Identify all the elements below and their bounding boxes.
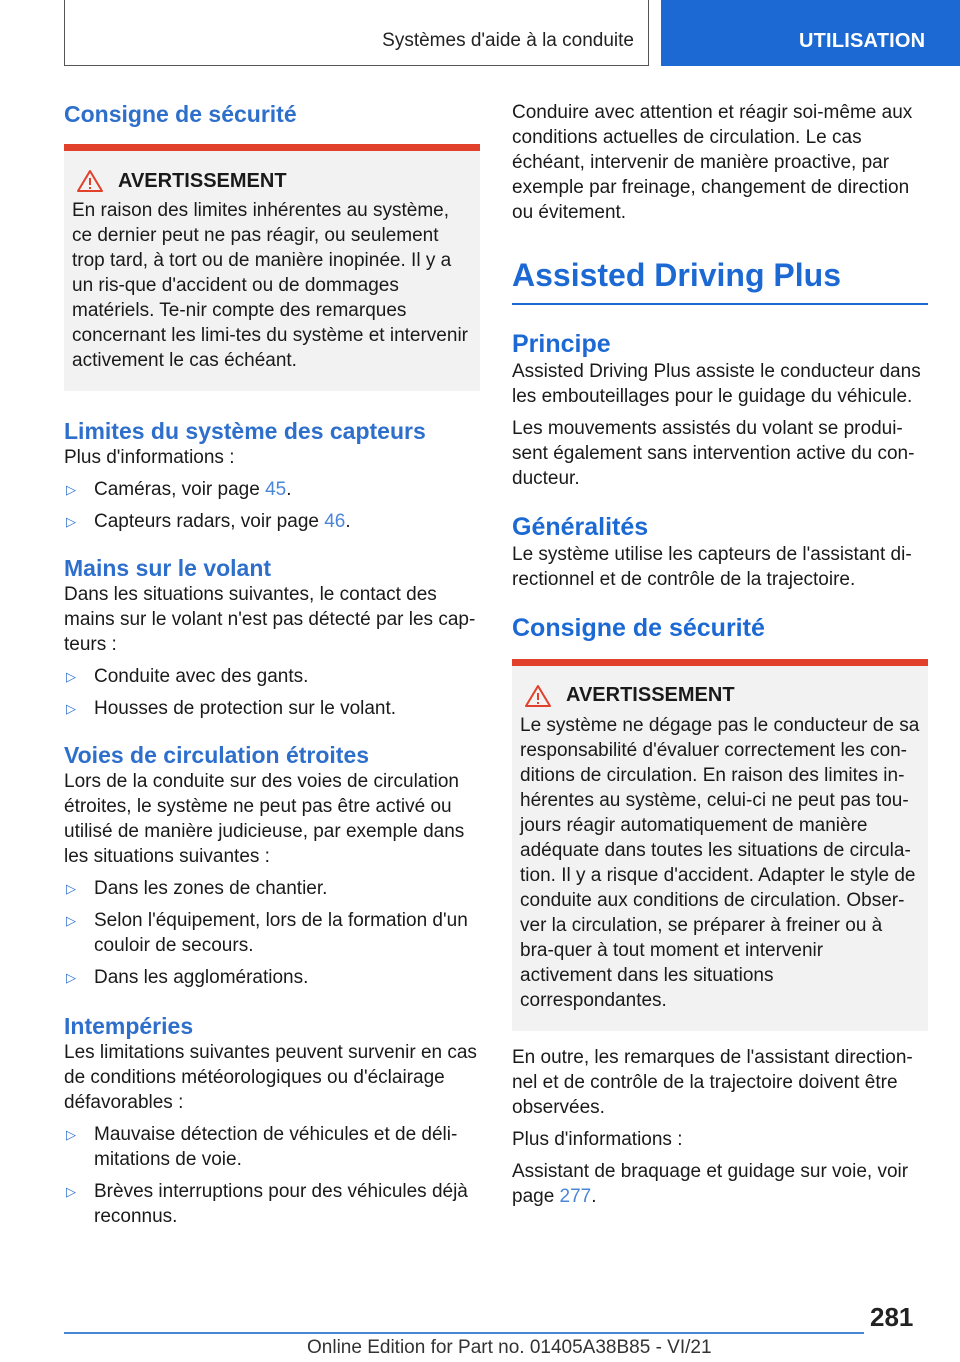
lanes-list [64, 876, 480, 990]
chapter-heading: Assisted Driving Plus [512, 257, 841, 293]
lanes-heading: Voies de circulation étroites [64, 742, 370, 768]
triangle-bullet-icon: ▷ [66, 881, 76, 896]
hands-heading: Mains sur le volant [64, 555, 272, 581]
list-item: ▷ Brèves interruptions pour des véhicules déjà reconnus. [66, 1181, 468, 1227]
triangle-bullet-icon: ▷ [66, 970, 76, 985]
triangle-bullet-icon: ▷ [66, 669, 76, 684]
header-section-box [64, 0, 649, 66]
header-section-title: Systèmes d'aide à la conduite [382, 30, 634, 51]
left-column [64, 100, 480, 1229]
right-intro: Conduire avec attention et réagir soi-même aux conditions actuelles de circulation. Le cas échéant, intervenir de manière proactive, par exemple par freinage, changement de direction ou évitement. [512, 102, 913, 223]
header-chapter-title: UTILISATION [799, 30, 926, 52]
lanes-intro: Lors de la conduite sur des voies de circulation étroites, le système ne peut pas être activé ou utilisé de manière judicieuse, par exemple dans les situations suivantes : [64, 771, 465, 867]
page-link[interactable]: 46 [324, 511, 346, 532]
hands-list [64, 664, 480, 721]
list-item: ▷ Dans les zones de chantier. [66, 878, 328, 899]
right-column [512, 100, 928, 1209]
warning-label: AVERTISSEMENT [118, 169, 287, 192]
principle-heading: Principe [512, 329, 611, 358]
heading-rule [512, 303, 928, 305]
safety-paragraph-2: Plus d'informations : [512, 1128, 683, 1150]
safety-paragraph-3: Assistant de braquage et guidage sur voie, voir page 277. [512, 1160, 909, 1207]
header-chapter-tab [661, 0, 960, 66]
weather-heading: Intempéries [64, 1013, 194, 1039]
list-item: ▷ Housses de protection sur le volant. [66, 698, 397, 719]
list-item: ▷ Selon l'équipement, lors de la formation d'un couloir de secours. [66, 910, 468, 956]
warning-text: Le système ne dégage pas le conducteur de sa responsabilité d'évaluer correctement les con-ditions de circulation. En raison des limites in-hérentes au système, celui-ci ne peut pas tou-jours réagir automatiquement de manière adéquate dans toutes les situations de circula-tion. Il y a risque d'accident. Adapter le style de conduite aux conditions de circulation. Obser-ver la circulation, se préparer à freiner ou à bra-quer à tout moment et intervenir activement dans les situations correspondantes. [520, 714, 920, 1011]
list-item: ▷ Conduite avec des gants. [66, 666, 309, 687]
triangle-bullet-icon: ▷ [66, 482, 76, 497]
footer-rule [64, 1332, 864, 1334]
triangle-bullet-icon: ▷ [66, 514, 76, 529]
list-item: ▷ Dans les agglomérations. [66, 967, 309, 988]
warning-header [520, 684, 920, 708]
triangle-bullet-icon: ▷ [66, 1127, 76, 1142]
list-item: ▷ Mauvaise détection de véhicules et de déli-mitations de voie. [66, 1124, 458, 1170]
warning-triangle-icon [76, 169, 104, 193]
sensors-heading: Limites du système des capteurs [64, 418, 426, 444]
triangle-bullet-icon: ▷ [66, 701, 76, 716]
list-item: ▷ Caméras, voir page 45. [66, 479, 292, 500]
principle-paragraph-1: Assisted Driving Plus assiste le conducteur dans les embouteillages pour le guidage du véhicule. [512, 360, 921, 407]
weather-list [64, 1122, 480, 1229]
warning-text: En raison des limites inhérentes au système, ce dernier peut ne pas réagir, ou seulement trop tard, à tort ou de manière inopinée. Il y a un ris-que d'accident ou de dommages matériels. Te-nir compte des remarques concernant les limi-tes du système et intervenir activement le cas échéant. [72, 200, 468, 371]
principle-paragraph-2: Les mouvements assistés du volant se produi-sent également sans intervention active du con-ducteur. [512, 417, 915, 489]
warning-triangle-icon [524, 684, 552, 708]
safety-paragraph-1: En outre, les remarques de l'assistant direction-nel et de contrôle de la trajectoire doivent être observées. [512, 1046, 913, 1118]
sensors-list [64, 477, 480, 534]
warning-label: AVERTISSEMENT [566, 684, 735, 706]
sensors-intro: Plus d'informations : [64, 447, 235, 468]
hands-intro: Dans les situations suivantes, le contact des mains sur le volant n'est pas détecté par les cap-teurs : [64, 584, 476, 655]
safety-heading-right: Consigne de sécurité [512, 613, 765, 642]
page-link[interactable]: 277 [559, 1185, 592, 1207]
footer-edition: Online Edition for Part no. 01405A38B85 - VI/21 [307, 1337, 712, 1358]
warning-box-right [512, 659, 928, 1031]
page-link[interactable]: 45 [265, 479, 287, 500]
list-item: ▷ Capteurs radars, voir page 46. [66, 511, 351, 532]
general-paragraph: Le système utilise les capteurs de l'assistant di-rectionnel et de contrôle de la trajectoire. [512, 543, 912, 590]
triangle-bullet-icon: ▷ [66, 913, 76, 928]
general-heading: Généralités [512, 512, 649, 541]
weather-intro: Les limitations suivantes peuvent survenir en cas de conditions météorologiques ou d'éclairage défavorables : [64, 1042, 477, 1113]
triangle-bullet-icon: ▷ [66, 1184, 76, 1199]
page-number: 281 [870, 1302, 914, 1332]
warning-box-left [64, 144, 480, 391]
safety-heading-left: Consigne de sécurité [64, 101, 297, 127]
warning-header [72, 169, 472, 193]
